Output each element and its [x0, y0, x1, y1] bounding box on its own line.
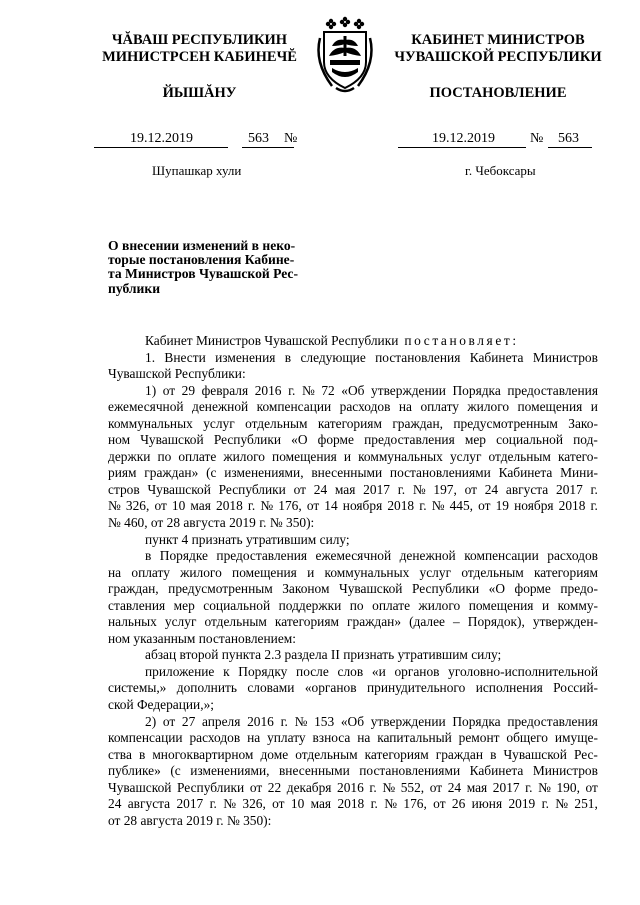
- header-left-line2: МИНИСТРСЕН КАБИНЕЧĔ: [102, 49, 297, 65]
- header-left-doc-type: ЙЫШĂНУ: [162, 85, 237, 101]
- subject-line: публики: [108, 280, 161, 296]
- body-line: ном Чувашской Республики «О форме предоставления мер социальной под-: [108, 432, 598, 448]
- body-line: 1. Внести изменения в следующие постановления Кабинета Министров: [145, 349, 598, 365]
- document-body: [108, 333, 598, 829]
- body-line: на оплату жилого помещения и коммунальных услуг отдельным категориям: [108, 564, 598, 580]
- place-left: Шупашкар хули: [152, 163, 242, 178]
- body-line: стров Чувашской Республики от 24 мая 2017 г. № 197, от 24 августа 2017 г.: [108, 481, 598, 497]
- subject-line: О внесении изменений в неко-: [108, 238, 296, 253]
- body-line: № 326, от 10 мая 2018 г. № 176, от 14 ноября 2018 г. № 445, от 19 ноября 2018 г.: [108, 498, 598, 514]
- body-line: системы,» дополнить словами «органов принудительного исполнения Россий-: [108, 680, 598, 696]
- body-line: пункт 4 признать утратившим силу;: [145, 531, 350, 547]
- body-line: держки по оплате жилого помещения и коммунальных услуг отдельным катего-: [108, 448, 598, 464]
- right-date: 19.12.2019: [432, 131, 495, 146]
- left-number-sign: №: [284, 131, 298, 146]
- body-line: 24 августа 2017 г. № 326, от 10 мая 2018 г. № 176, от 26 июня 2019 г. № 251,: [108, 796, 598, 812]
- body-line: компенсации расходов на уплату взноса на капитальный ремонт общего имуще-: [108, 730, 598, 746]
- body-line: нальных услуг отдельным категориям граждан» (далее – Порядок), утвержден-: [108, 614, 598, 630]
- body-line: в Порядке предоставления ежемесячной денежной компенсации расходов: [145, 548, 598, 564]
- document-subject: [108, 239, 318, 296]
- body-line: риям граждан» (с изменениями, внесенными постановлениями Кабинета Мини-: [108, 465, 598, 481]
- left-number: 563: [248, 131, 269, 146]
- body-line: Чувашской Республики от 22 декабря 2016 г. № 552, от 24 мая 2017 г. № 190, от: [108, 779, 598, 795]
- intro-prefix: Кабинет Министров Чувашской Республики: [145, 333, 399, 348]
- left-date: 19.12.2019: [130, 131, 193, 146]
- body-line: ном указанным постановлением:: [108, 630, 296, 646]
- body-line: приложение к Порядку после слов «и органов уголовно-исполнительной: [145, 663, 598, 679]
- body-line: коммунальных услуг отдельным категориям граждан, предусмотренным Зако-: [108, 415, 598, 431]
- body-line: ской Федерации,»;: [108, 697, 214, 713]
- intro-spaced-word: постановляет:: [404, 333, 519, 348]
- intro-line: [108, 333, 598, 350]
- body-line: № 460, от 28 августа 2019 г. № 350):: [108, 515, 315, 531]
- body-line: ства в многоквартирном доме отдельным категориям граждан в Чувашской Рес-: [108, 746, 598, 762]
- subject-line: торые постановления Кабине-: [108, 252, 295, 268]
- body-line: Чувашской Республики:: [108, 366, 246, 382]
- body-line: 2) от 27 апреля 2016 г. № 153 «Об утверждении Порядка предоставления: [145, 713, 598, 729]
- header-left-line1: ЧĂВАШ РЕСПУБЛИКИН: [111, 32, 288, 48]
- body-line: ставления мер социальной поддержки по оплате жилого помещения и комму-: [108, 597, 598, 613]
- header-left: [92, 32, 307, 102]
- right-number-line: [398, 131, 610, 147]
- body-line: ежемесячной денежной компенсации расходов на оплату жилого помещения и: [108, 399, 598, 415]
- header-right-doc-type: ПОСТАНОВЛЕНИЕ: [429, 85, 567, 101]
- body-line: 1) от 29 февраля 2016 г. № 72 «Об утверждении Порядка предоставления: [145, 382, 598, 398]
- body-line: от 28 августа 2019 г. № 350):: [108, 812, 272, 828]
- right-number-sign: №: [530, 131, 544, 146]
- subject-line: та Министров Чувашской Рес-: [108, 266, 298, 282]
- left-date-underline: [94, 147, 228, 148]
- left-number-underline: [242, 147, 294, 148]
- coat-of-arms-icon: [312, 16, 378, 96]
- right-date-underline: [398, 147, 526, 148]
- right-number: 563: [558, 131, 579, 146]
- body-line: абзац второй пункта 2.3 раздела II признать утратившим силу;: [145, 647, 502, 663]
- header-right-line2: ЧУВАШСКОЙ РЕСПУБЛИКИ: [394, 49, 602, 65]
- body-line: граждан, предусмотренным Законом Чувашской Республики «О форме предо-: [108, 581, 598, 597]
- place-right: г. Чебоксары: [465, 163, 536, 178]
- header-right: [388, 32, 608, 102]
- body-line: публике» (с изменениями, внесенными постановлениями Кабинета Министров: [108, 763, 598, 779]
- right-number-underline: [548, 147, 592, 148]
- left-number-line: [94, 131, 314, 147]
- header-right-line1: КАБИНЕТ МИНИСТРОВ: [411, 32, 585, 48]
